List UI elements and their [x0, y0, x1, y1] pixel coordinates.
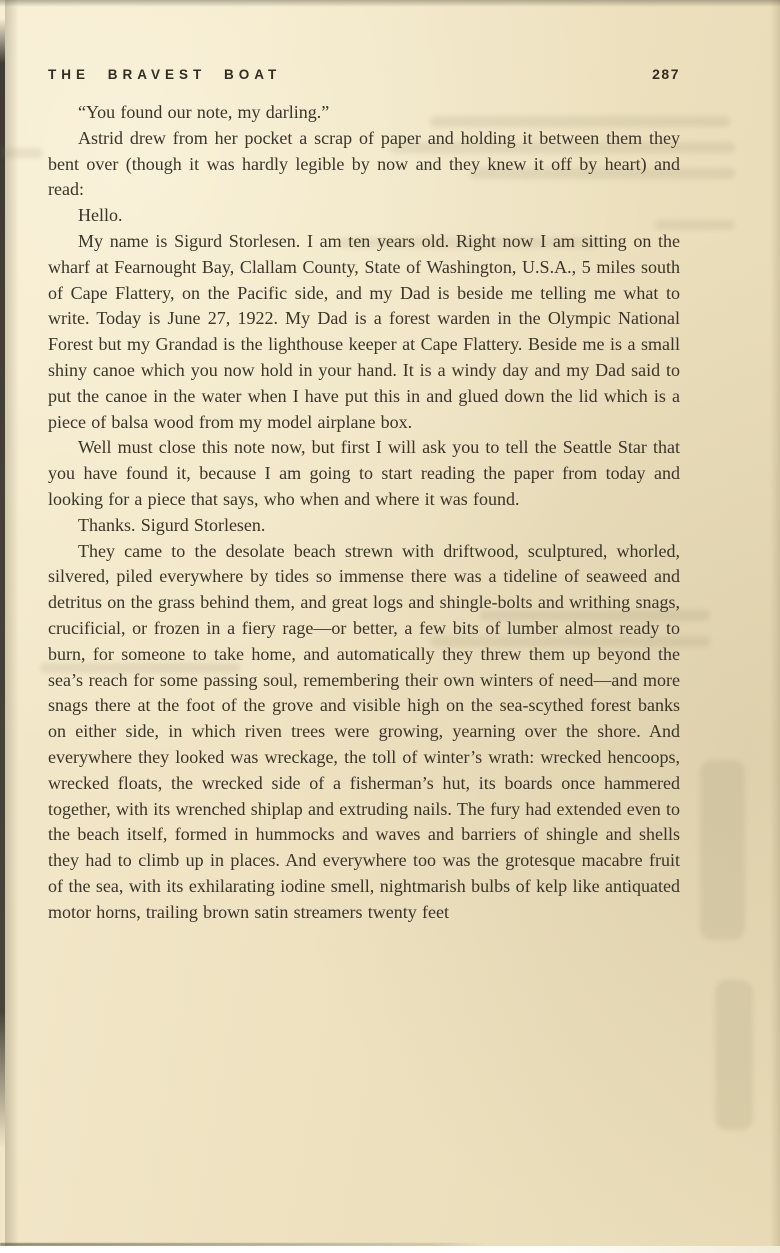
paragraph: “You found our note, my darling.”	[78, 102, 330, 122]
paragraph: My name is Sigurd Storlesen. I am ten years old. Right now I am sitting on the wharf at Fearnought Bay, Clallam County, State of Washington, U.S.A., 5 miles south of Cape Flattery, on the Pacific side, and my Dad is beside me telling me what to write. Today is June 27, 1922. My Dad is a forest warden in the Olympic National Forest but my Grandad is the lighthouse keeper at Cape Flattery. Beside me is a small shiny canoe which you now hold in your hand. It is a windy day and my Dad said to put the canoe in the water when I have put this in and glued down the lid which is a piece of balsa wood from my model airplane box.	[48, 230, 680, 432]
paragraph: Hello.	[78, 205, 123, 226]
scan-edge-right-shadow	[770, 0, 780, 1253]
paragraph: Thanks. Sigurd Storlesen.	[78, 514, 266, 535]
scan-edge-top	[0, 0, 780, 7]
page-text	[48, 100, 680, 926]
page-number: 287	[652, 66, 680, 82]
bleed-through-artifact	[715, 980, 753, 1130]
scan-edge-left-shadow	[5, 0, 19, 1253]
paragraph: They came to the desolate beach strewn with driftwood, sculptured, whorled, silvered, piled everywhere by tides so immense there was a tideline of seaweed and detritus on the grass behind them, and great logs and shingle-bolts and writhing snags, crucificial, or frozen in a fiery rage—or better, a few bits of lumber almost ready to burn, for someone to take home, and automatically they threw them up beyond the sea’s reach for some passing soul, remembering their own winters of need—and more snags there at the foot of the grove and visible high on the sea-scythed forest banks on either side, in which riven trees were growing, yearning over the shore. And everywhere they looked was wreckage, the toll of winter’s wrath: wrecked hencoops, wrecked floats, the wrecked side of a fisherman’s hut, its boards once hammered together, with its wrenched shiplap and extruding nails. The fury had extended even to the beach itself, formed in hummocks and waves and barriers of shingle and shells they had to climb up in places. And everywhere too was the grotesque macabre fruit of the sea, with its exhilarating iodine smell, nightmarish bulbs of kelp like antiquated motor horns, trailing brown satin streamers twenty feet	[48, 540, 680, 922]
paragraph: Astrid drew from her pocket a scrap of paper and holding it between them they bent over (though it was hardly legible by now and they knew it off by heart) and read:	[48, 127, 680, 200]
scan-edge-bottom-strip	[0, 1246, 780, 1253]
paragraph: Well must close this note now, but first I will ask you to tell the Seattle Star that you have found it, because I am going to start reading the paper from today and looking for a piece that says, who when and where it was found.	[48, 437, 680, 509]
running-head: THE BRAVEST BOAT	[48, 67, 282, 82]
bleed-through-artifact	[700, 760, 745, 940]
page-header	[48, 66, 680, 82]
